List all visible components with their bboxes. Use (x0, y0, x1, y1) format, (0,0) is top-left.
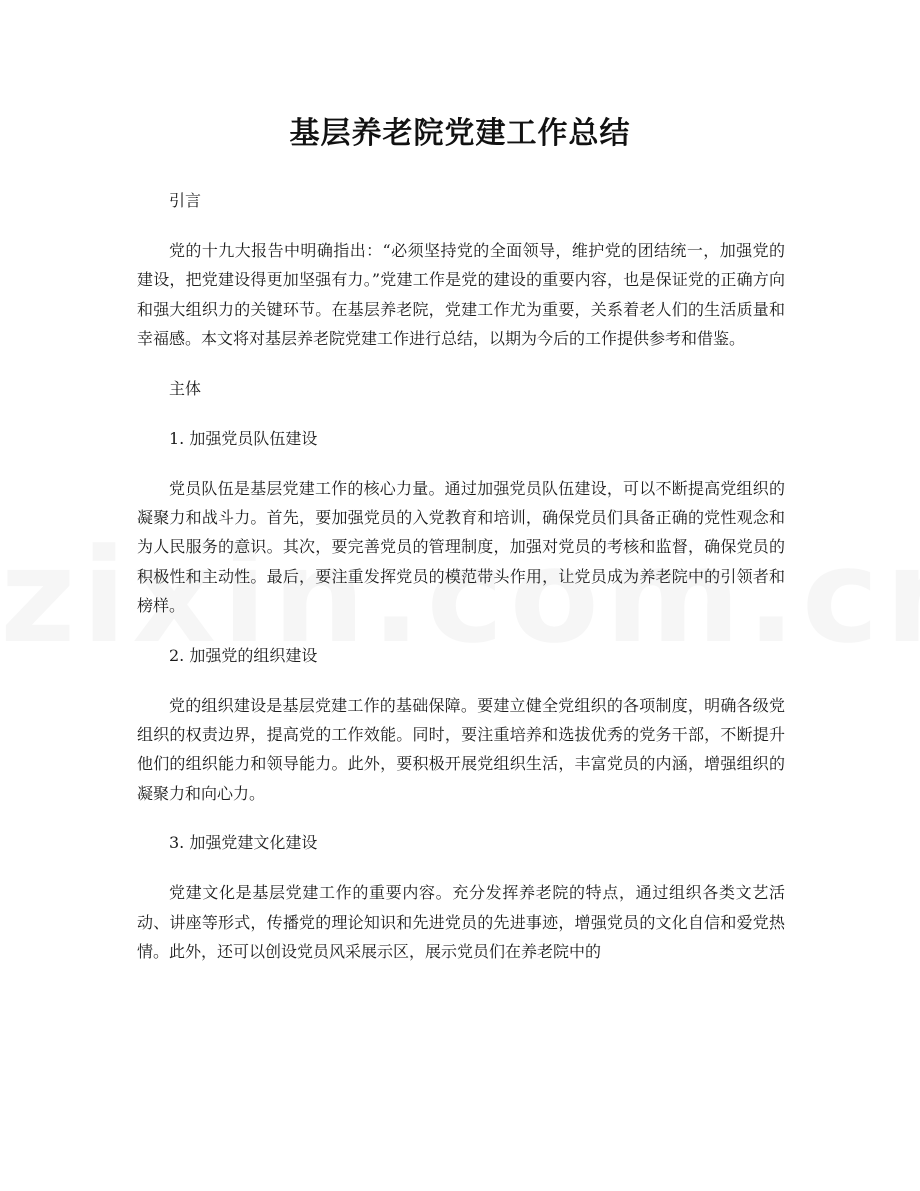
body-label: 主体 (169, 378, 202, 398)
intro-paragraph: 党的十九大报告中明确指出：“必须坚持党的全面领导，维护党的团结统一，加强党的建设，把党建设得更加坚强有力。”党建工作是党的建设的重要内容，也是保证党的正确方向和强大组织力的关键环节。在基层养老院，党建工作尤为重要，关系着老人们的生活质量和幸福感。本文将对基层养老院党建工作进行总结，以期为今后的工作提供参考和借鉴。 (137, 241, 785, 349)
section-heading-1: 1. 加强党员队伍建设 (169, 428, 318, 448)
page-title: 基层养老院党建工作总结 (289, 116, 631, 151)
section-heading-3: 3. 加强党建文化建设 (169, 833, 318, 853)
section-paragraph-3: 党建文化是基层党建工作的重要内容。充分发挥养老院的特点，通过组织各类文艺活动、讲座等形式，传播党的理论知识和先进党员的先进事迹，增强党员的文化自信和爱党热情。此外，还可以创设党员风采展示区，展示党员们在养老院中的 (137, 883, 785, 962)
section-paragraph-2: 党的组织建设是基层党建工作的基础保障。要建立健全党组织的各项制度，明确各级党组织的权责边界，提高党的工作效能。同时，要注重培养和选拔优秀的党务干部，不断提升他们的组织能力和领导能力。此外，要积极开展党组织生活，丰富党员的内涵，增强组织的凝聚力和向心力。 (137, 695, 785, 803)
section-heading-2: 2. 加强党的组织建设 (169, 645, 318, 665)
section-paragraph-1: 党员队伍是基层党建工作的核心力量。通过加强党员队伍建设，可以不断提高党组织的凝聚力和战斗力。首先，要加强党员的入党教育和培训，确保党员们具备正确的党性观念和为人民服务的意识。其次，要完善党员的管理制度，加强对党员的考核和监督，确保党员的积极性和主动性。最后，要注重发挥党员的模范带头作用，让党员成为养老院中的引领者和榜样。 (137, 478, 785, 616)
intro-label: 引言 (169, 191, 202, 210)
document-body (137, 186, 785, 987)
